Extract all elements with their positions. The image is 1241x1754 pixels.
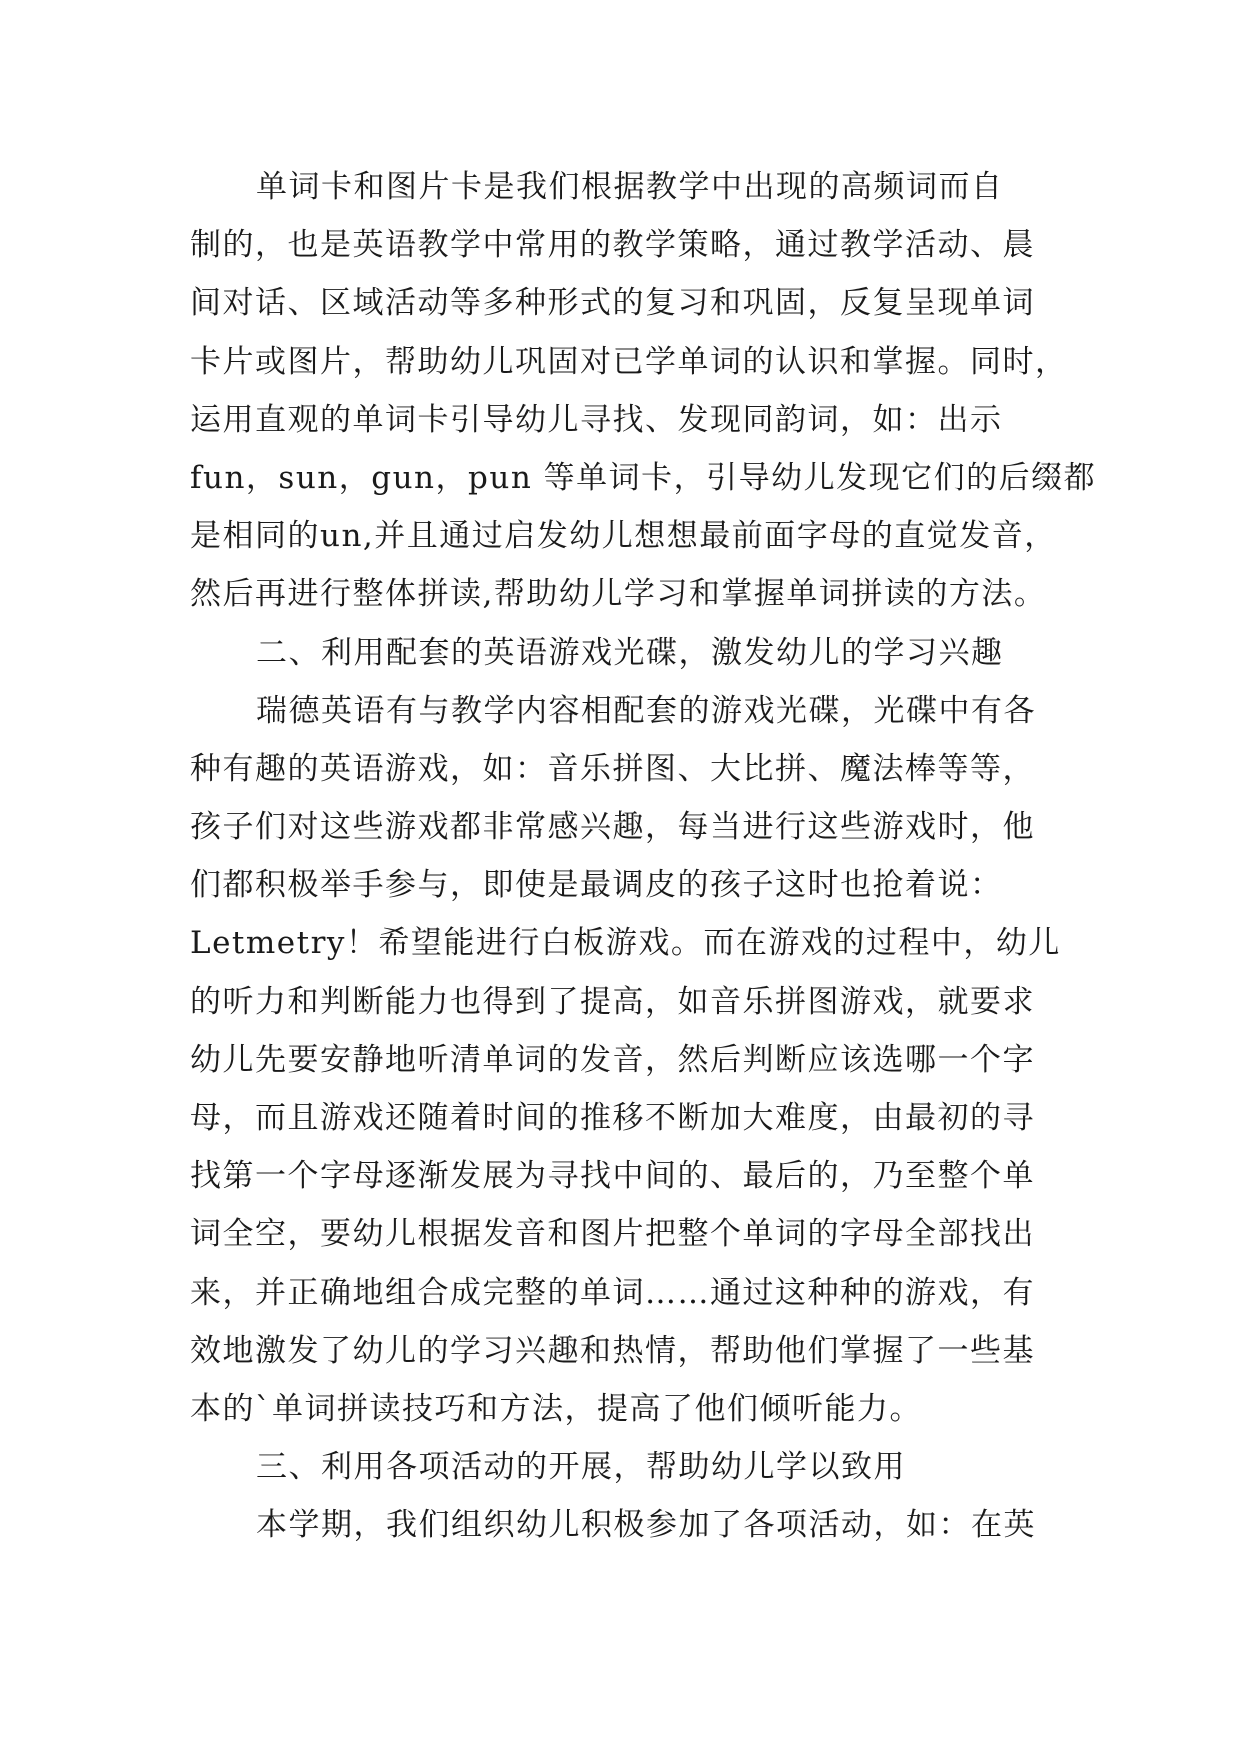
text-line: 母，而且游戏还随着时间的推移不断加大难度，由最初的寻 (190, 1100, 1035, 1136)
text-line: 们都积极举手参与，即使是最调皮的孩子这时也抢着说： (190, 867, 1003, 904)
text-line: 幼儿先要安静地听清单词的发音，然后判断应该选哪一个字 (190, 1041, 1035, 1078)
text-line: 卡片或图片，帮助幼儿巩固对已学单词的认识和掌握。同时， (190, 343, 1068, 380)
text-line: 本学期，我们组织幼儿积极参加了各项活动，如：在英 (256, 1507, 1036, 1544)
text-line: 找第一个字母逐渐发展为寻找中间的、最后的，乃至整个单 (190, 1158, 1035, 1195)
text-line: Letmetry！希望能进行白板游戏。而在游戏的过程中，幼儿 (190, 925, 1061, 962)
text-line: 效地激发了幼儿的学习兴趣和热情，帮助他们掌握了一些基 (190, 1332, 1035, 1369)
text-line: fun，sun，gun，pun 等单词卡，引导幼儿发现它们的后缀都 (190, 459, 1097, 496)
text-line: 间对话、区域活动等多种形式的复习和巩固，反复呈现单词 (190, 285, 1035, 322)
text-line: 单词卡和图片卡是我们根据教学中出现的高频词而自 (256, 169, 1004, 205)
text-line: 本的`单词拼读技巧和方法，提高了他们倾听能力。 (190, 1390, 922, 1427)
text-line: 瑞德英语有与教学内容相配套的游戏光碟，光碟中有各 (256, 692, 1036, 729)
text-line: 然后再进行整体拼读,帮助幼儿学习和掌握单词拼读的方法。 (190, 576, 1047, 613)
section-heading: 三、利用各项活动的开展，帮助幼儿学以致用 (256, 1449, 906, 1486)
text-line: 制的，也是英语教学中常用的教学策略，通过教学活动、晨 (190, 227, 1035, 264)
text-line: 运用直观的单词卡引导幼儿寻找、发现同韵词，如：出示 (190, 401, 1003, 438)
text-line: 的听力和判断能力也得到了提高，如音乐拼图游戏，就要求 (190, 983, 1035, 1020)
body-text (190, 158, 1097, 1555)
section-heading: 二、利用配套的英语游戏光碟，激发幼儿的学习兴趣 (256, 634, 1004, 671)
text-line: 来，并正确地组合成完整的单词……通过这种种的游戏，有 (190, 1274, 1035, 1311)
text-line: 是相同的un,并且通过启发幼儿想想最前面字母的直觉发音， (190, 518, 1057, 555)
text-line: 孩子们对这些游戏都非常感兴趣，每当进行这些游戏时，他 (190, 809, 1035, 846)
text-line: 词全空，要幼儿根据发音和图片把整个单词的字母全部找出 (190, 1216, 1035, 1253)
text-line: 种有趣的英语游戏，如：音乐拼图、大比拼、魔法棒等等， (190, 750, 1035, 787)
